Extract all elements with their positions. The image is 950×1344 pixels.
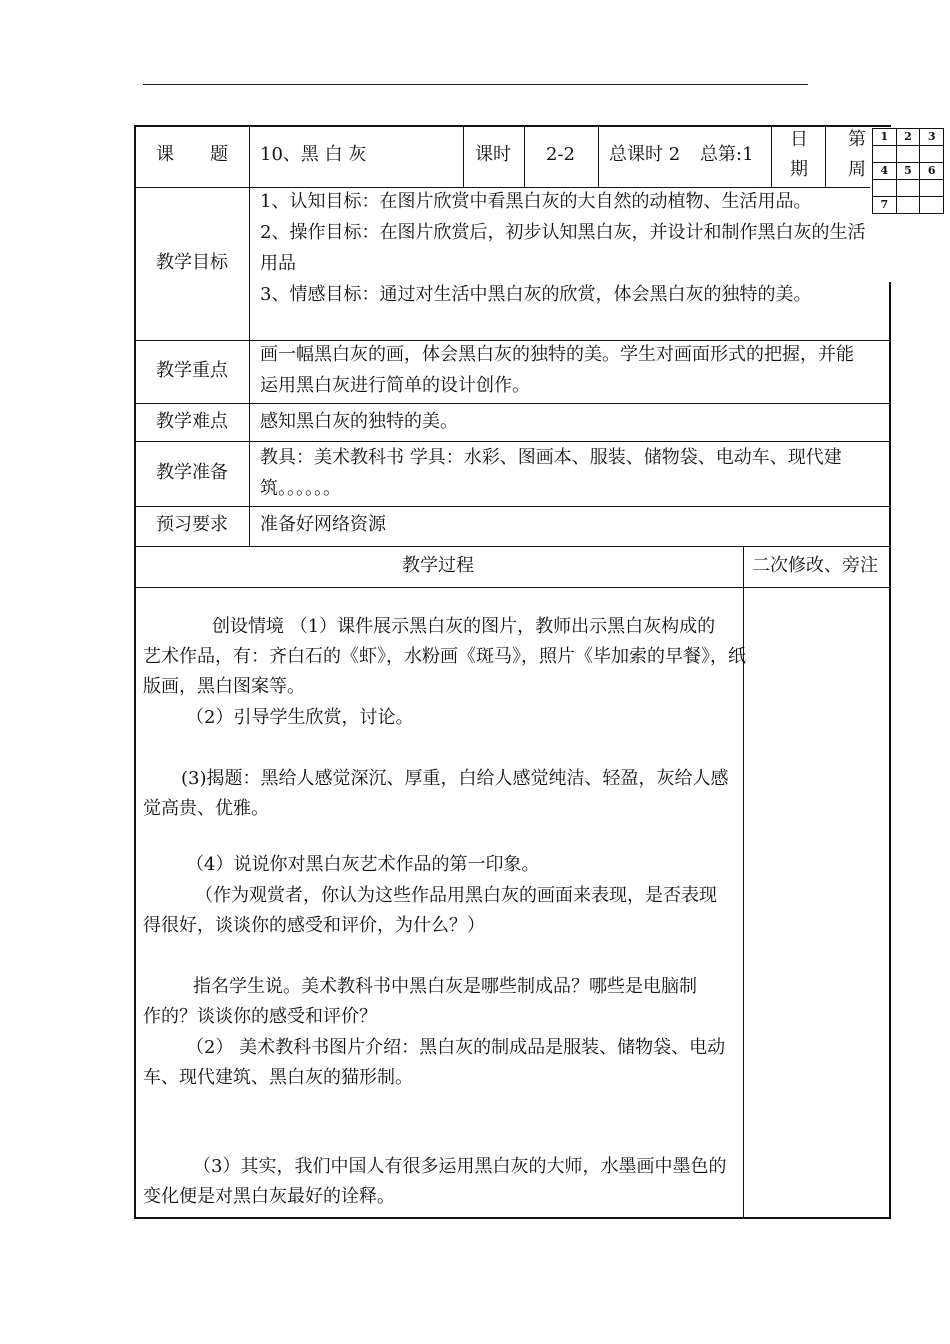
process-p1b: 艺术作品，有：齐白石的《虾》，水粉画《斑马》，照片《毕加索的早餐》，纸	[143, 646, 746, 667]
week-cell	[873, 146, 897, 163]
process-title: 教学过程	[402, 555, 474, 576]
week-label-2: 周	[848, 159, 866, 180]
notes-title: 二次修改、旁注	[752, 555, 878, 576]
period-label: 课时	[475, 144, 511, 165]
process-p7b: 车、现代建筑、黑白灰的猫形制。	[143, 1067, 413, 1088]
date-label-2: 期	[790, 159, 808, 180]
process-p8a: （3）其实，我们中国人有很多运用黑白灰的大师，水墨画中墨色的	[193, 1156, 727, 1177]
process-p2: （2）引导学生欣赏，讨论。	[186, 707, 414, 728]
week-cell: 5	[896, 163, 920, 180]
process-p1c: 版画，黑白图案等。	[143, 676, 305, 697]
process-p5b: 得很好，谈谈你的感受和评价，为什么？）	[143, 915, 485, 936]
process-p8b: 变化便是对黑白灰最好的诠释。	[143, 1186, 395, 1207]
keypoints-line1: 画一幅黑白灰的画，体会黑白灰的独特的美。学生对画面形式的把握，并能	[260, 344, 854, 365]
week-cell: 6	[920, 163, 944, 180]
topic-label: 课 题	[156, 144, 228, 165]
header-rule	[143, 84, 808, 85]
week-label-1: 第	[848, 129, 866, 150]
week-grid	[872, 128, 944, 211]
preview-text: 准备好网络资源	[260, 514, 386, 535]
period-value: 2-2	[546, 144, 575, 165]
total-index: 总第:1	[700, 144, 754, 165]
preview-label: 预习要求	[156, 514, 228, 535]
week-cell	[896, 197, 920, 214]
process-p6b: 作的？谈谈你的感受和评价？	[143, 1006, 377, 1027]
process-p6a: 指名学生说。美术教科书中黑白灰是哪些制成品？哪些是电脑制	[193, 976, 697, 997]
process-p3b: 觉高贵、优雅。	[143, 798, 269, 819]
week-cell: 3	[920, 129, 944, 146]
process-p3a: (3)揭题：黑给人感觉深沉、厚重，白给人感觉纯洁、轻盈，灰给人感	[181, 768, 729, 789]
objectives-label: 教学目标	[156, 252, 228, 273]
week-cell	[896, 146, 920, 163]
week-cell: 2	[896, 129, 920, 146]
date-label-1: 日	[790, 129, 808, 150]
objective-emotion: 3、情感目标：通过对生活中黑白灰的欣赏，体会黑白灰的独特的美。	[260, 284, 812, 305]
preparation-line2: 筑。。。。。。	[260, 478, 341, 499]
keypoints-label: 教学重点	[156, 360, 228, 381]
preparation-line1: 教具：美术教科书 学具：水彩、图画本、服装、储物袋、电动车、现代建	[260, 447, 842, 468]
week-cell	[920, 146, 944, 163]
week-cell	[920, 197, 944, 214]
objective-cognitive: 1、认知目标：在图片欣赏中看黑白灰的大自然的动植物、生活用品。	[260, 191, 812, 212]
objective-operation-cont: 用品	[260, 253, 296, 274]
objective-operation: 2、操作目标：在图片欣赏后，初步认知黑白灰，并设计和制作黑白灰的生活	[260, 222, 866, 243]
week-cell	[896, 180, 920, 197]
process-p7a: （2） 美术教科书图片介绍：黑白灰的制成品是服装、储物袋、电动	[186, 1037, 726, 1058]
difficulty-label: 教学难点	[156, 411, 228, 432]
process-p1a: 创设情境 （1）课件展示黑白灰的图片，教师出示黑白灰构成的	[212, 616, 716, 637]
preparation-label: 教学准备	[156, 462, 228, 483]
week-cell	[873, 180, 897, 197]
difficulty-text: 感知黑白灰的独特的美。	[260, 411, 458, 432]
topic-value: 10、黑 白 灰	[260, 144, 367, 165]
total-period: 总课时 2	[609, 144, 681, 165]
week-cell: 4	[873, 163, 897, 180]
week-cell: 1	[873, 129, 897, 146]
keypoints-line2: 运用黑白灰进行简单的设计创作。	[260, 375, 530, 396]
process-p4: （4）说说你对黑白灰艺术作品的第一印象。	[186, 854, 540, 875]
week-cell	[920, 180, 944, 197]
week-cell: 7	[873, 197, 897, 214]
process-p5a: （作为观赏者，你认为这些作品用黑白灰的画面来表现，是否表现	[195, 885, 717, 906]
